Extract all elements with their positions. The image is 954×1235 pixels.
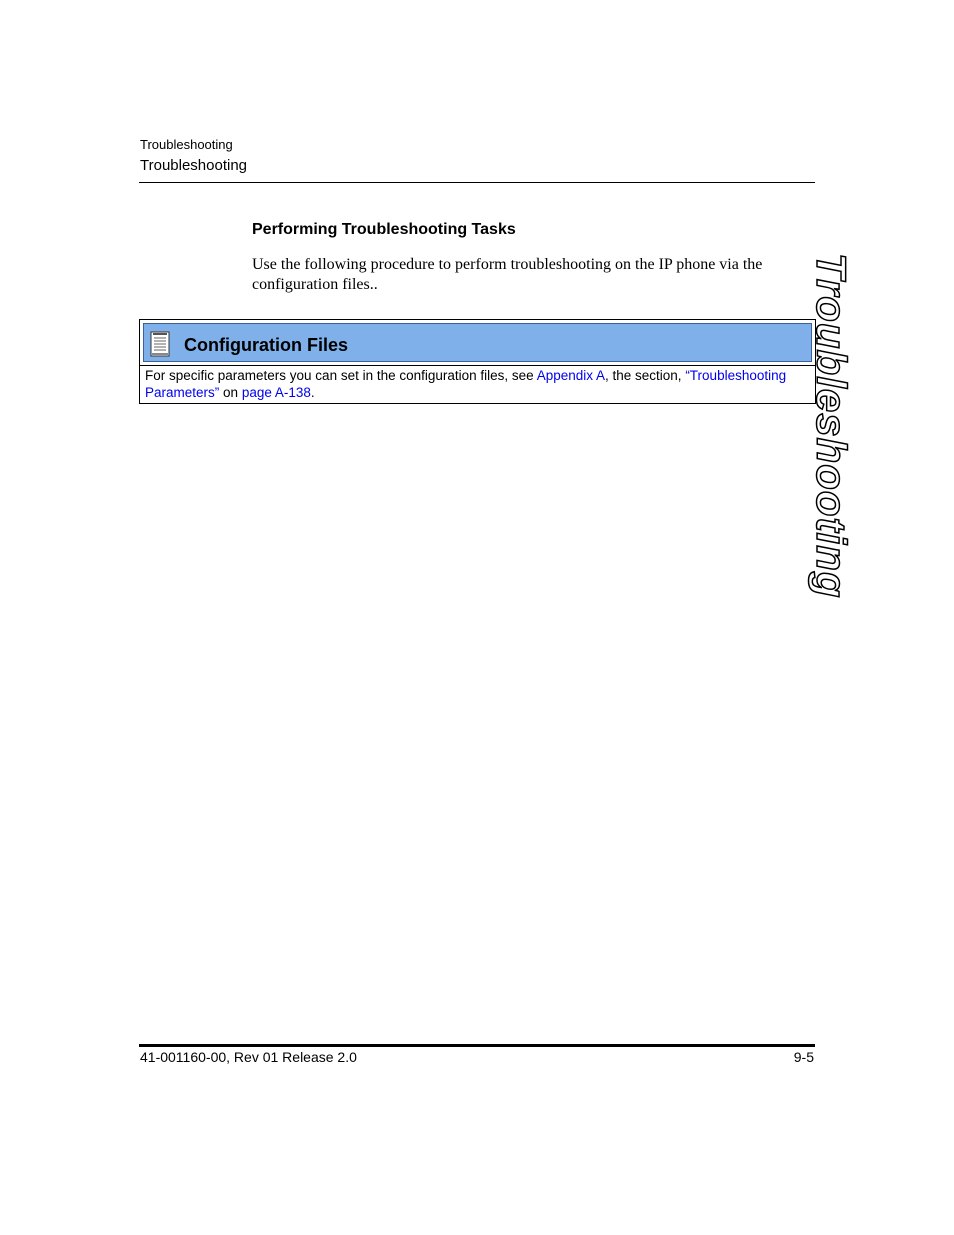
document-icon (150, 331, 170, 357)
chapter-side-tab (807, 253, 855, 599)
header-divider (139, 182, 815, 183)
note-title-bar (143, 323, 812, 362)
footer-page-number: 9-5 (793, 1049, 814, 1065)
running-header-small: Troubleshooting (140, 137, 233, 152)
note-text-4: . (310, 385, 315, 400)
note-divider (140, 365, 815, 366)
troubleshooting-parameters-link[interactable]: “Troubleshooting Parameters” (145, 368, 787, 400)
chapter-side-tab-label: Troubleshooting (808, 253, 855, 599)
note-body (145, 367, 810, 401)
note-title: Configuration Files (184, 335, 348, 355)
note-box (139, 319, 816, 404)
note-text-1: For specific parameters you can set in the configuration files, see (145, 368, 537, 383)
running-header-title: Troubleshooting (140, 157, 248, 174)
body-paragraph: Use the following procedure to perform troubleshooting on the IP phone via the configuration files.. (252, 256, 763, 293)
note-text-2: , the section, (605, 368, 686, 383)
section-heading: Performing Troubleshooting Tasks (252, 221, 516, 238)
appendix-a-link[interactable]: Appendix A (536, 368, 606, 383)
page-a138-link[interactable]: page A-138 (241, 385, 311, 400)
note-text-3: on (219, 385, 242, 400)
footer-doc-id: 41-001160-00, Rev 01 Release 2.0 (140, 1049, 357, 1065)
footer-divider (139, 1044, 815, 1047)
